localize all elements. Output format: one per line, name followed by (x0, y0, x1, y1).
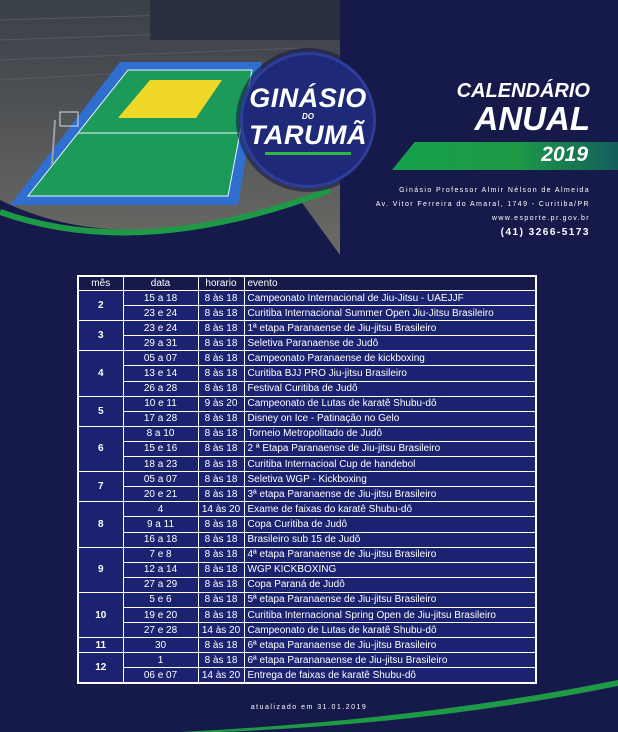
event-cell: WGP KICKBOXING (244, 562, 536, 577)
phone-number: (41) 3266-5173 (500, 227, 590, 238)
event-cell: Curitiba BJJ PRO Jiu-jitsu Brasileiro (244, 366, 536, 381)
event-cell: Seletiva WGP - Kickboxing (244, 472, 536, 487)
time-cell: 8 às 18 (198, 336, 244, 351)
event-cell: Torneio Metropolitado de Judô (244, 426, 536, 441)
date-cell: 1 (123, 653, 198, 668)
table-row (78, 426, 536, 441)
updated-date: atualizado em 31.01.2019 (250, 704, 368, 711)
logo-line1: GINÁSIO (249, 83, 367, 113)
time-cell: 14 às 20 (198, 502, 244, 517)
date-cell: 05 a 07 (123, 472, 198, 487)
date-cell: 23 e 24 (123, 321, 198, 336)
date-cell: 5 e 6 (123, 592, 198, 607)
event-cell: Curitiba Internacional Spring Open de Jiu-jitsu Brasileiro (244, 607, 536, 622)
event-cell: 2 ª Etapa Paranaense de Jiu-jitsu Brasileiro (244, 441, 536, 456)
time-cell: 8 às 18 (198, 532, 244, 547)
title-anual: ANUAL (474, 100, 590, 137)
event-cell: Seletiva Paranaense de Judô (244, 336, 536, 351)
event-cell: Disney on Ice - Patinação no Gelo (244, 411, 536, 426)
table-row (78, 291, 536, 306)
event-cell: Curitiba Internacional Summer Open Jiu-Jitsu Brasileiro (244, 306, 536, 321)
event-cell: Exame de faixas do karatê Shubu-dô (244, 502, 536, 517)
table-row (78, 517, 536, 532)
event-cell: Copa Curitiba de Judô (244, 517, 536, 532)
table-row (78, 487, 536, 502)
month-cell: 2 (78, 291, 123, 321)
date-cell: 12 a 14 (123, 562, 198, 577)
year-label: 2019 (541, 143, 588, 166)
time-cell: 8 às 18 (198, 547, 244, 562)
time-cell: 8 às 18 (198, 306, 244, 321)
table-row (78, 381, 536, 396)
month-cell: 9 (78, 547, 123, 592)
title-calendario: CALENDÁRIO (456, 80, 590, 102)
header-event: evento (244, 276, 536, 291)
date-cell: 05 a 07 (123, 351, 198, 366)
time-cell: 8 às 18 (198, 381, 244, 396)
event-cell: 6ª etapa Paranaense de Jiu-jitsu Brasileiro (244, 638, 536, 653)
event-cell: Campeonato de Lutas de karatê Shubu-dô (244, 623, 536, 638)
table-row (78, 607, 536, 622)
time-cell: 8 às 18 (198, 487, 244, 502)
table-row (78, 366, 536, 381)
table-row (78, 321, 536, 336)
date-cell: 26 a 28 (123, 381, 198, 396)
table-row (78, 638, 536, 653)
time-cell: 8 às 18 (198, 426, 244, 441)
table-row (78, 547, 536, 562)
date-cell: 23 e 24 (123, 306, 198, 321)
date-cell: 15 a 18 (123, 291, 198, 306)
event-cell: Brasileiro sub 15 de Judô (244, 532, 536, 547)
time-cell: 14 às 20 (198, 668, 244, 683)
event-cell: Campeonato Paranaense de kickboxing (244, 351, 536, 366)
logo-line3: TARUMÃ (249, 120, 367, 150)
date-cell: 06 e 07 (123, 668, 198, 683)
time-cell: 8 às 18 (198, 366, 244, 381)
calendar-title (457, 80, 590, 136)
date-cell: 27 e 28 (123, 623, 198, 638)
date-cell: 4 (123, 502, 198, 517)
time-cell: 8 às 18 (198, 577, 244, 592)
logo-line2: DO (302, 112, 314, 121)
event-cell: Entrega de faixas de karatê Shubu-dô (244, 668, 536, 683)
table-row (78, 623, 536, 638)
event-cell: 1ª etapa Paranaense de Jiu-jitsu Brasileiro (244, 321, 536, 336)
time-cell: 8 às 18 (198, 607, 244, 622)
table-row (78, 653, 536, 668)
month-cell: 8 (78, 502, 123, 547)
date-cell: 16 a 18 (123, 532, 198, 547)
table-row (78, 562, 536, 577)
table-row (78, 351, 536, 366)
date-cell: 10 e 11 (123, 396, 198, 411)
time-cell: 8 às 18 (198, 291, 244, 306)
time-cell: 8 às 18 (198, 517, 244, 532)
ginasio-taruma-logo (240, 52, 376, 188)
event-cell: Festival Curitiba de Judô (244, 381, 536, 396)
time-cell: 9 às 20 (198, 396, 244, 411)
time-cell: 8 às 18 (198, 592, 244, 607)
table-row (78, 336, 536, 351)
time-cell: 8 às 18 (198, 321, 244, 336)
table-row (78, 472, 536, 487)
date-cell: 15 e 16 (123, 441, 198, 456)
logo-underline (265, 152, 351, 155)
event-cell: 6ª etapa Parananaense de Jiu-jitsu Brasileiro (244, 653, 536, 668)
events-body (78, 291, 536, 683)
date-cell: 8 a 10 (123, 426, 198, 441)
table-row (78, 441, 536, 456)
event-cell: Copa Paraná de Judô (244, 577, 536, 592)
date-cell: 29 a 31 (123, 336, 198, 351)
date-cell: 19 e 20 (123, 607, 198, 622)
table-row (78, 532, 536, 547)
header-date: data (123, 276, 198, 291)
month-cell: 4 (78, 351, 123, 396)
time-cell: 8 às 18 (198, 441, 244, 456)
month-cell: 7 (78, 472, 123, 502)
time-cell: 14 às 20 (198, 623, 244, 638)
month-cell: 12 (78, 653, 123, 683)
date-cell: 20 e 21 (123, 487, 198, 502)
month-cell: 11 (78, 638, 123, 653)
event-cell: 4ª etapa Paranaense de Jiu-jitsu Brasileiro (244, 547, 536, 562)
date-cell: 7 e 8 (123, 547, 198, 562)
time-cell: 8 às 18 (198, 411, 244, 426)
time-cell: 8 às 18 (198, 638, 244, 653)
table-row (78, 457, 536, 472)
month-cell: 6 (78, 426, 123, 471)
time-cell: 8 às 18 (198, 457, 244, 472)
venue-info (376, 184, 590, 240)
event-cell: 3ª etapa Paranaense de Jiu-jitsu Brasileiro (244, 487, 536, 502)
time-cell: 8 às 18 (198, 653, 244, 668)
header-month: mês (78, 276, 123, 291)
table-row (78, 592, 536, 607)
date-cell: 9 a 11 (123, 517, 198, 532)
date-cell: 17 a 28 (123, 411, 198, 426)
date-cell: 13 e 14 (123, 366, 198, 381)
table-row (78, 396, 536, 411)
table-row (78, 306, 536, 321)
venue-address: Av. Vitor Ferreira do Amaral, 1749 - Curitiba/PR (375, 201, 590, 208)
time-cell: 8 às 18 (198, 472, 244, 487)
date-cell: 27 a 29 (123, 577, 198, 592)
event-cell: Curitiba Internacioal Cup de handebol (244, 457, 536, 472)
event-cell: Campeonato de Lutas de karatê Shubu-dô (244, 396, 536, 411)
website-link[interactable]: www.esporte.pr.gov.br (491, 215, 590, 222)
event-cell: Campeonato Internacional de Jiu-Jitsu - UAEJJF (244, 291, 536, 306)
month-cell: 10 (78, 592, 123, 637)
header-time: horario (198, 276, 244, 291)
month-cell: 5 (78, 396, 123, 426)
events-table-wrapper (77, 275, 537, 684)
time-cell: 8 às 18 (198, 351, 244, 366)
table-row (78, 411, 536, 426)
events-table (77, 275, 537, 684)
table-row (78, 502, 536, 517)
table-header-row (78, 276, 536, 291)
venue-name: Ginásio Professor Almir Nélson de Almeida (399, 187, 590, 194)
month-cell: 3 (78, 321, 123, 351)
date-cell: 30 (123, 638, 198, 653)
date-cell: 18 a 23 (123, 457, 198, 472)
table-row (78, 577, 536, 592)
event-cell: 5ª etapa Paranaense de Jiu-jitsu Brasileiro (244, 592, 536, 607)
time-cell: 8 às 18 (198, 562, 244, 577)
